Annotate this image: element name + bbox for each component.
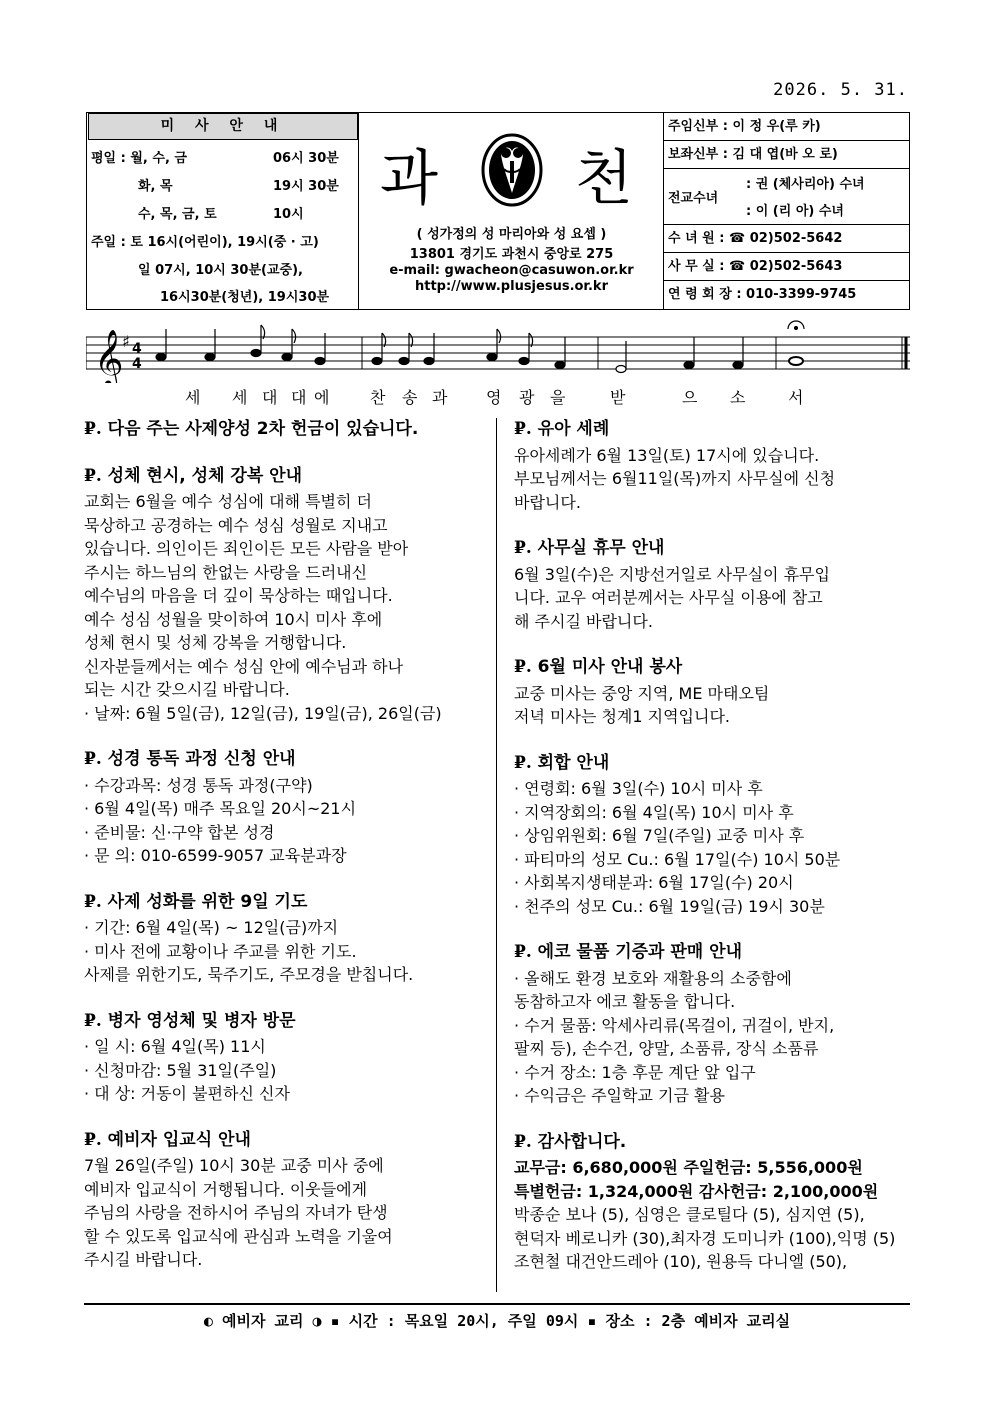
bulletin-date: 2026. 5. 31. (773, 80, 908, 100)
notice-line: 있습니다. 의인이든 죄인이든 모든 사람을 받아 (84, 539, 409, 558)
lyric-7: 송 (402, 388, 418, 407)
notice-line: 동참하고자 에코 활동을 합니다. (514, 992, 736, 1011)
notice-line: 현덕자 베로니카 (30),최자경 도미니카 (100),익명 (5) (514, 1228, 896, 1248)
staff-sister-1: : 권 (체사리아) 수녀 (746, 177, 865, 192)
notice-line: 유아세례가 6월 13일(토) 17시에 있습니다. (514, 445, 820, 465)
mass-weekday-3: 수, 목, 금, 토 (138, 207, 217, 222)
notice-section (514, 537, 914, 633)
notice-title: 다음 주는 사제양성 2차 헌금이 있습니다. (107, 419, 419, 439)
notice-line: 조현철 대건안드레아 (10), 원용득 다니엘 (50), (514, 1252, 848, 1271)
notice-heading (514, 418, 914, 442)
staff-sisters-row (664, 169, 910, 225)
mass-time-3: 10시 (273, 207, 304, 222)
notice-title: 감사합니다. (537, 1131, 627, 1152)
lyric-1: 세 (185, 388, 201, 407)
notice-title: 에코 물품 기증과 판매 안내 (537, 942, 742, 962)
notice-line: 박종순 보나 (5), 심영은 클로틸다 (5), 심지연 (5), (514, 1205, 865, 1224)
column-divider (496, 418, 497, 1292)
notice-line: · 상임위원회: 6월 7일(주일) 교중 미사 후 (514, 826, 805, 845)
notice-line: · 날짜: 6월 5일(금), 12일(금), 19일(금), 26일(금) (84, 703, 442, 723)
staff-sisters-label: 전교수녀 (668, 191, 719, 206)
notice-section (514, 656, 914, 729)
notice-heading (514, 656, 914, 680)
notice-line: 팔찌 등), 손수건, 양말, 소품류, 장식 소품류 (514, 1039, 819, 1058)
notice-line: · 문 의: 010-6599-9057 교육분과장 (84, 846, 347, 865)
notice-title: 회합 안내 (537, 752, 610, 773)
notice-heading (514, 537, 914, 561)
title-char-2: 천 (575, 144, 633, 214)
notice-title: 6월 미사 안내 봉사 (537, 657, 683, 677)
svg-text:♯: ♯ (122, 332, 130, 351)
parish-title-block (360, 113, 663, 309)
notice-line: · 일 시: 6월 4일(목) 11시 (84, 1037, 266, 1056)
notice-line: · 천주의 성모 Cu.: 6월 19일(금) 19시 30분 (514, 896, 825, 916)
notice-line: 특별헌금: 1,324,000원 감사헌금: 2,100,000원 (514, 1181, 879, 1201)
notice-line: · 준비물: 신·구약 합본 성경 (84, 822, 275, 842)
mass-weekday-1: 평일 : 월, 수, 금 (91, 151, 187, 166)
notice-heading (84, 418, 484, 442)
notice-section (84, 1129, 484, 1272)
notice-heading (514, 752, 914, 776)
mass-time-2: 19시 30분 (273, 179, 339, 194)
notice-line: · 연령회: 6월 3일(수) 10시 미사 후 (514, 779, 763, 798)
notice-line: 주시는 하느님의 한없는 사랑을 드러내신 (84, 562, 368, 582)
notice-heading (514, 1131, 914, 1155)
notice-line: 교회는 6월을 예수 성심에 대해 특별히 더 (84, 492, 372, 511)
section-mark-icon: ₽. (514, 942, 532, 962)
notice-line: · 수익금은 주일학교 기금 활용 (514, 1086, 725, 1105)
hymn-music-staff (86, 317, 910, 407)
notice-section (84, 891, 484, 987)
section-mark-icon: ₽. (514, 1131, 532, 1152)
staff-pastor: 주임신부 : 이 정 우(루 카) (664, 113, 910, 141)
notice-line: 6월 3일(수)은 지방선거일로 사무실이 휴무입 (514, 564, 830, 584)
section-mark-icon: ₽. (84, 1129, 102, 1150)
mass-time-1: 06시 30분 (273, 151, 339, 166)
parish-email[interactable]: e-mail: gwacheon@casuwon.or.kr (389, 263, 634, 278)
notice-line: 주시길 바랍니다. (84, 1250, 203, 1269)
lyric-2: 세 (232, 388, 248, 407)
mass-title: 미 사 안 내 (88, 113, 358, 140)
notice-heading (84, 1129, 484, 1153)
notice-line: 해 주시길 바랍니다. (514, 611, 653, 631)
notice-heading (84, 748, 484, 772)
notice-line: · 기간: 6월 4일(목) ~ 12일(금)까지 (84, 918, 339, 937)
section-mark-icon: ₽. (84, 419, 102, 439)
notice-section (514, 418, 914, 514)
notice-line: · 지역장회의: 6월 4일(목) 10시 미사 후 (514, 802, 794, 822)
left-column (84, 418, 484, 1295)
lyric-12: 받 (610, 388, 626, 407)
staff-info (663, 113, 909, 309)
notice-line: · 파티마의 성모 Cu.: 6월 17일(수) 10시 50분 (514, 849, 841, 869)
notice-title: 유아 세례 (537, 419, 610, 439)
section-mark-icon: ₽. (514, 657, 532, 677)
section-mark-icon: ₽. (514, 752, 532, 773)
lyric-13: 으 (682, 388, 698, 407)
notice-line: 묵상하고 공경하는 예수 성심 성월로 지내고 (84, 515, 388, 535)
lyric-15: 서 (788, 388, 804, 407)
notice-heading (514, 941, 914, 965)
notice-heading (84, 1010, 484, 1034)
parish-website[interactable]: http://www.plusjesus.or.kr (414, 279, 608, 294)
music-notation (86, 317, 910, 383)
lyric-4: 대 (291, 388, 307, 407)
notice-title: 성경 통독 과정 신청 안내 (107, 749, 296, 769)
notice-line: · 수강과목: 성경 통독 과정(구약) (84, 775, 313, 795)
notice-section (514, 752, 914, 919)
notice-section (84, 465, 484, 726)
svg-text:4: 4 (132, 356, 142, 372)
notice-line: 7월 26일(주일) 10시 30분 교중 미사 중에 (84, 1156, 384, 1175)
staff-funeral-committee: 연 령 회 장 : 010-3399-9745 (668, 287, 857, 302)
lyric-14: 소 (730, 388, 746, 407)
section-mark-icon: ₽. (84, 1010, 102, 1031)
notice-line: · 올해도 환경 보호와 재활용의 소중함에 (514, 968, 792, 988)
staff-sister-2: : 이 (리 아) 수녀 (746, 204, 844, 219)
notice-title: 사제 성화를 위한 9일 기도 (107, 891, 308, 912)
notice-section (84, 748, 484, 868)
notice-line: 니다. 교우 여러분께서는 사무실 이용에 참고 (514, 588, 823, 607)
notice-line: · 미사 전에 교황이나 주교를 위한 기도. (84, 941, 357, 961)
holy-family-logo (481, 133, 543, 207)
parish-subtitle: ( 성가정의 성 마리아와 성 요셉 ) (416, 227, 607, 242)
notice-title: 예비자 입교식 안내 (107, 1129, 251, 1150)
section-mark-icon: ₽. (84, 891, 102, 912)
lyric-5: 에 (314, 388, 330, 407)
notice-title: 사무실 휴무 안내 (537, 538, 665, 558)
lyric-11: 을 (550, 388, 566, 407)
notice-heading (84, 465, 484, 489)
lyric-9: 영 (486, 388, 502, 407)
staff-assistant-pastor: 보좌신부 : 김 대 엽(바 오 로) (664, 141, 910, 169)
lyric-6: 찬 (370, 388, 386, 407)
section-mark-icon: ₽. (84, 749, 102, 769)
notice-line: · 수거 물품: 악세사리류(목걸이, 귀걸이, 반지, (514, 1015, 835, 1035)
notice-line: · 6월 4일(목) 매주 목요일 20시~21시 (84, 799, 357, 818)
svg-text:𝄞: 𝄞 (94, 329, 124, 383)
section-mark-icon: ₽. (514, 538, 532, 558)
catechumen-class-footer: ◐ 예비자 교리 ◑ ▪ 시간 : 목요일 20시, 주일 09시 ▪ 장소 : 2층 예비자 교리실 (203, 1312, 791, 1330)
notice-line: 부모님께서는 6월11일(목)까지 사무실에 신청 (514, 469, 836, 488)
mass-sunday-3: 16시30분(청년), 19시30분 (160, 290, 330, 305)
right-column (514, 418, 914, 1297)
lyric-10: 광 (519, 388, 535, 407)
notice-line: 바랍니다. (514, 492, 581, 512)
section-mark-icon: ₽. (514, 419, 532, 439)
svg-text:4: 4 (132, 341, 142, 357)
title-char-1: 과 (380, 144, 438, 214)
staff-convent-phone: 수 녀 원 : ☎ 02)502-5642 (664, 225, 910, 253)
notice-line: 할 수 있도록 입교식에 관심과 노력을 기울여 (84, 1226, 393, 1246)
notice-line: · 수거 장소: 1층 후문 계단 앞 입구 (514, 1062, 756, 1082)
notice-line: 저녁 미사는 청계1 지역입니다. (514, 707, 730, 726)
notice-line: 예수님의 마음을 더 깊이 묵상하는 때입니다. (84, 586, 393, 605)
notice-line: · 사회복지생태분과: 6월 17일(수) 20시 (514, 873, 794, 892)
notice-line: 예비자 입교식이 거행됩니다. 이웃들에게 (84, 1179, 368, 1199)
mass-schedule (88, 113, 359, 309)
notice-section (84, 418, 484, 442)
footer-rule (84, 1303, 910, 1305)
notice-heading (84, 891, 484, 915)
lyric-8: 과 (432, 388, 448, 407)
notice-line: 되는 시간 갖으시길 바랍니다. (84, 680, 290, 699)
notice-line: 교무금: 6,680,000원 주일헌금: 5,556,000원 (514, 1158, 863, 1177)
notice-line: 성체 현시 및 성체 강복을 거행합니다. (84, 633, 347, 652)
notice-line: 예수 성심 성월을 맞이하여 10시 미사 후에 (84, 609, 383, 629)
notice-title: 성체 현시, 성체 강복 안내 (107, 465, 303, 486)
notice-line: 주님의 사랑을 전하시어 주님의 자녀가 탄생 (84, 1203, 388, 1222)
lyric-3: 대 (262, 388, 278, 407)
notice-section (514, 941, 914, 1108)
notice-section (514, 1131, 914, 1274)
notice-line: 사제를 위한기도, 묵주기도, 주모경을 받칩니다. (84, 965, 414, 984)
notice-line: 교중 미사는 중앙 지역, ME 마태오팀 (514, 683, 770, 703)
notice-line: 신자분들께서는 예수 성심 안에 예수님과 하나 (84, 656, 404, 676)
notice-line: · 신청마감: 5월 31일(주일) (84, 1060, 277, 1080)
parish-address: 13801 경기도 과천시 중앙로 275 (409, 247, 614, 262)
mass-weekday-2: 화, 목 (138, 179, 173, 194)
section-mark-icon: ₽. (84, 465, 102, 486)
notice-line: · 대 상: 거동이 불편하신 신자 (84, 1084, 290, 1103)
mass-sunday-2: 일 07시, 10시 30분(교중), (138, 263, 303, 278)
staff-office-phone: 사 무 실 : ☎ 02)502-5643 (664, 253, 910, 281)
mass-sunday-1: 주일 : 토 16시(어린이), 19시(중 · 고) (91, 235, 319, 250)
notice-section (84, 1010, 484, 1106)
notice-title: 병자 영성체 및 병자 방문 (107, 1010, 296, 1031)
